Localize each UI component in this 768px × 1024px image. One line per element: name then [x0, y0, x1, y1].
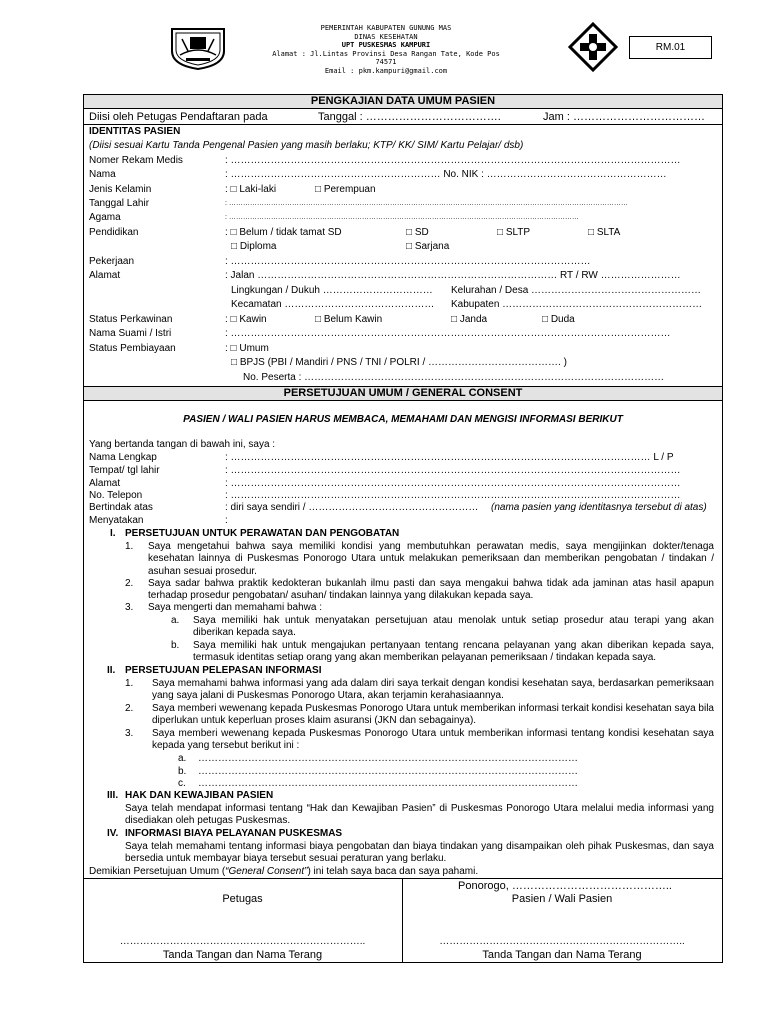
consent-paragraph: Saya memiliki hak untuk menyatakan persetujuan atau menolak untuk setiap prosedur atau terapi yang akan diberikan kepada saya.: [193, 615, 714, 639]
closing-text: “General Consent”: [225, 866, 308, 877]
checkbox-belum-sd[interactable]: : □ Belum / tidak tamat SD: [225, 227, 342, 238]
field-label: Nama Lengkap: [89, 452, 157, 463]
consent-paragraph: Saya sadar bahwa praktik kedokteran bukanlah ilmu pasti dan saya mengakui bahwa tidak ada jaminan atas hasil apapun terhadap prosedur pengobatan/ asuhan/ tindakan lainnya yang dilakukan kepada saya.: [148, 578, 714, 602]
field-label: Pekerjaan: [89, 256, 135, 267]
identitas-note: (Diisi sesuai Kartu Tanda Pengenal Pasien yang masih berlaku; KTP/ KK/ SIM/ Kartu Pelajar/ dsb): [89, 140, 524, 151]
letterhead-line: PEMERINTAH KABUPATEN GUNUNG MAS: [320, 24, 452, 32]
pekerjaan-field[interactable]: : ………………………………………………………………………………………………: [225, 256, 591, 267]
letterhead-line: UPT PUSKESMAS KAMPURI: [341, 41, 431, 49]
checkbox-duda[interactable]: □ Duda: [542, 314, 575, 325]
letterhead-line: Alamat : Jl.Lintas Provinsi Desa Rangan Tate, Kode Pos 74571: [272, 49, 500, 66]
field-label: Menyatakan: [89, 515, 144, 526]
field-label: Nomer Rekam Medis: [89, 155, 183, 166]
consent-paragraph: Saya telah memahami tentang informasi biaya pengobatan dan biaya tindakan yang disampaikan oleh pihak Puskesmas, dan saya bersedia untuk membayar biaya tersebut sesuai peraturan yang berlaku.: [125, 841, 714, 865]
bertindak-note: (nama pasien yang identitasnya tersebut di atas): [491, 502, 707, 513]
consent-subtitle: PASIEN / WALI PASIEN HARUS MEMBACA, MEMAHAMI DAN MENGISI INFORMASI BERIKUT: [183, 414, 623, 425]
no-telepon-field[interactable]: : ………………………………………………………………………………………………………………………: [225, 490, 681, 501]
signature-caption: Tanda Tangan dan Nama Terang: [162, 949, 323, 961]
item-number: 1.: [125, 678, 134, 689]
nama-suami-field[interactable]: : ……………………………………………………………………………………………………………………: [225, 328, 671, 339]
checkbox-sd[interactable]: □ SD: [406, 227, 429, 238]
letterhead-line: DINAS KESEHATAN: [354, 32, 418, 41]
signature-line-pasien[interactable]: ………………………………………………………………..: [439, 936, 685, 947]
subsection-title: PERSETUJUAN UNTUK PERAWATAN DAN PENGOBATAN: [125, 528, 400, 539]
recipient-field-a[interactable]: ……………………………………………………………………………………………………: [198, 753, 578, 764]
divider: [83, 878, 723, 879]
checkbox-umum[interactable]: : □ Umum: [225, 343, 269, 354]
consent-paragraph: Saya memahami bahwa informasi yang ada dalam diri saya terkait dengan kondisi kesehatan saya, berdasarkan pemeriksaan yang saya jalani di Puskesmas Ponorogo Utara, akan terjamin kerahasiaannya.: [152, 678, 714, 702]
checkbox-slta[interactable]: □ SLTA: [588, 227, 621, 238]
closing-text: ) ini telah saya baca dan saya pahami.: [307, 866, 479, 877]
consent-paragraph: Saya memberi wewenang kepada Puskesmas Ponorogo Utara untuk memberikan informasi terkait kondisi kesehatan saya bila diperlukan untuk keperluan proses klaim asuransi (JKN dan sebagainya).: [152, 703, 714, 727]
item-number: 2.: [125, 578, 134, 589]
item-letter: a.: [178, 753, 187, 764]
kecamatan-field[interactable]: Kecamatan ………………………………………: [231, 299, 435, 310]
field-label: Nama: [89, 169, 116, 180]
puskesmas-logo-icon: [568, 22, 618, 72]
field-label: Pendidikan: [89, 227, 139, 238]
recipient-field-c[interactable]: ……………………………………………………………………………………………………: [198, 778, 578, 789]
letterhead-line: Email : pkm.kampuri@gmail.com: [324, 66, 448, 75]
field-label: Tempat/ tgl lahir: [89, 465, 160, 476]
subsection-title: HAK DAN KEWAJIBAN PASIEN: [125, 790, 274, 801]
closing-text: Demikian Persetujuan Umum (: [89, 866, 226, 877]
section-number: IV.: [107, 828, 119, 839]
consent-paragraph: Saya telah mendapat informasi tentang “Hak dan Kewajiban Pasien” di Puskesmas Ponorogo Utara melalui media informasi yang disediakan oleh petugas Puskesmas.: [125, 803, 714, 827]
nomer-rm-field[interactable]: : ………………………………………………………………………………………………………………………: [225, 155, 681, 166]
section-number: I.: [110, 528, 116, 539]
field-label: Status Perkawinan: [89, 314, 173, 325]
consent-paragraph: Saya memberi wewenang kepada Puskesmas Ponorogo Utara untuk memberikan informasi tentang kondisi kesehatan saya kepada yang tersebut berikut ini :: [152, 728, 714, 752]
menyatakan-colon: :: [225, 515, 228, 526]
alamat-field[interactable]: : ………………………………………………………………………………………………………………………: [225, 478, 681, 489]
letterhead: [270, 24, 502, 75]
intro-text: Yang bertanda tangan di bawah ini, saya :: [89, 439, 276, 450]
field-label: Nama Suami / Istri: [89, 328, 172, 339]
signature-title-pasien: Pasien / Wali Pasien: [511, 893, 613, 905]
divider: [83, 124, 723, 125]
consent-paragraph: Saya mengetahui bahwa saya memiliki kondisi yang membutuhkan perawatan medis, saya mengijinkan dokter/tenaga kesehatan lainnya di Puskesmas Ponorogo Utara untuk melakukan pemeriksaan dan memberikan pengobatan / tindakan / asuhan sesuai prosedur.: [148, 541, 714, 577]
item-letter: a.: [171, 615, 180, 626]
place-date-field[interactable]: Ponorogo, ……………………………………..: [458, 880, 672, 892]
subsection-title: PERSETUJUAN PELEPASAN INFORMASI: [125, 665, 322, 676]
checkbox-diploma[interactable]: □ Diploma: [231, 241, 277, 252]
section-title: PENGKAJIAN DATA UMUM PASIEN: [310, 95, 496, 107]
checkbox-sltp[interactable]: □ SLTP: [497, 227, 531, 238]
divider: [83, 108, 723, 109]
lingkungan-field[interactable]: Lingkungan / Dukuh ……………………………: [231, 285, 433, 296]
agama-field[interactable]: : ……………………………………………………………………………………………………………………………………: [225, 214, 579, 221]
field-label: Tanggal Lahir: [89, 198, 150, 209]
field-label: Bertindak atas: [89, 502, 153, 513]
jam-field[interactable]: Jam : ………………………………: [543, 111, 705, 123]
section-title: PERSETUJUAN UMUM / GENERAL CONSENT: [283, 387, 523, 399]
item-letter: c.: [178, 778, 186, 789]
field-label: Alamat: [89, 478, 121, 489]
signature-caption: Tanda Tangan dan Nama Terang: [482, 949, 642, 961]
recipient-field-b[interactable]: ……………………………………………………………………………………………………: [198, 766, 578, 777]
identitas-title: IDENTITAS PASIEN: [89, 126, 181, 137]
checkbox-bpjs[interactable]: □ BPJS (PBI / Mandiri / PNS / TNI / POLRI / …………………………………. ): [231, 357, 567, 368]
signature-title-petugas: Petugas: [222, 893, 263, 905]
tanggal-lahir-field[interactable]: : ………………………………………………………………………………………………………………………………………………………: [225, 200, 628, 207]
checkbox-belum-kawin[interactable]: □ Belum Kawin: [315, 314, 383, 325]
form-code-box: RM.01: [629, 36, 712, 59]
checkbox-laki-laki[interactable]: : □ Laki-laki: [225, 184, 277, 195]
field-label: Alamat: [89, 270, 121, 281]
field-label: Agama: [89, 212, 121, 223]
consent-paragraph: Saya mengerti dan memahami bahwa :: [148, 602, 322, 613]
nama-field[interactable]: : ……………………………………………………… No. NIK : ………………………………………………: [225, 169, 667, 180]
item-number: 1.: [125, 541, 134, 552]
kabupaten-field[interactable]: Kabupaten ……………………………………………………: [451, 299, 703, 310]
item-letter: b.: [178, 766, 187, 777]
tanggal-field[interactable]: Tanggal : ……………………………….: [318, 111, 501, 123]
field-label: Status Pembiayaan: [89, 343, 176, 354]
item-number: 2.: [125, 703, 134, 714]
closing-statement: [89, 866, 478, 877]
item-letter: b.: [171, 640, 180, 651]
bertindak-field[interactable]: : diri saya sendiri / ……………………………………………: [225, 502, 479, 513]
no-peserta-field[interactable]: No. Peserta : ………………………………………………………………………………………………: [243, 372, 665, 383]
divider: [83, 400, 723, 401]
consent-paragraph: Saya memiliki hak untuk mengajukan pertanyaan tentang rencana pelayanan yang akan diberikan kepada saya, termasuk identitas setiap orang yang akan memberikan pelayanan pemeriksaan / tindakan kepada saya.: [193, 640, 714, 664]
checkbox-kawin[interactable]: : □ Kawin: [225, 314, 267, 325]
checkbox-janda[interactable]: □ Janda: [451, 314, 488, 325]
nama-lengkap-field[interactable]: : ……………………………………………………………………………………………………………… L / P: [225, 452, 674, 463]
item-number: 3.: [125, 728, 134, 739]
subsection-title: INFORMASI BIAYA PELAYANAN PUSKESMAS: [125, 828, 343, 839]
alamat-jalan-field[interactable]: : Jalan ……………………………………………………………………………… RT / RW ……………………: [225, 270, 681, 281]
section-number: II.: [107, 665, 116, 676]
signature-line-petugas[interactable]: ………………………………………………………………..: [119, 936, 366, 947]
checkbox-perempuan[interactable]: □ Perempuan: [315, 184, 376, 195]
field-label: Jenis Kelamin: [89, 184, 152, 195]
kelurahan-field[interactable]: Kelurahan / Desa ……………………………………………: [451, 285, 702, 296]
item-number: 3.: [125, 602, 134, 613]
field-label: No. Telepon: [89, 490, 143, 501]
filled-by-text: Diisi oleh Petugas Pendaftaran pada: [89, 111, 268, 123]
tempat-tgl-lahir-field[interactable]: : ………………………………………………………………………………………………………………………: [225, 465, 681, 476]
section-number: III.: [107, 790, 119, 801]
checkbox-sarjana[interactable]: □ Sarjana: [406, 241, 450, 252]
regency-crest-icon: [168, 25, 228, 71]
